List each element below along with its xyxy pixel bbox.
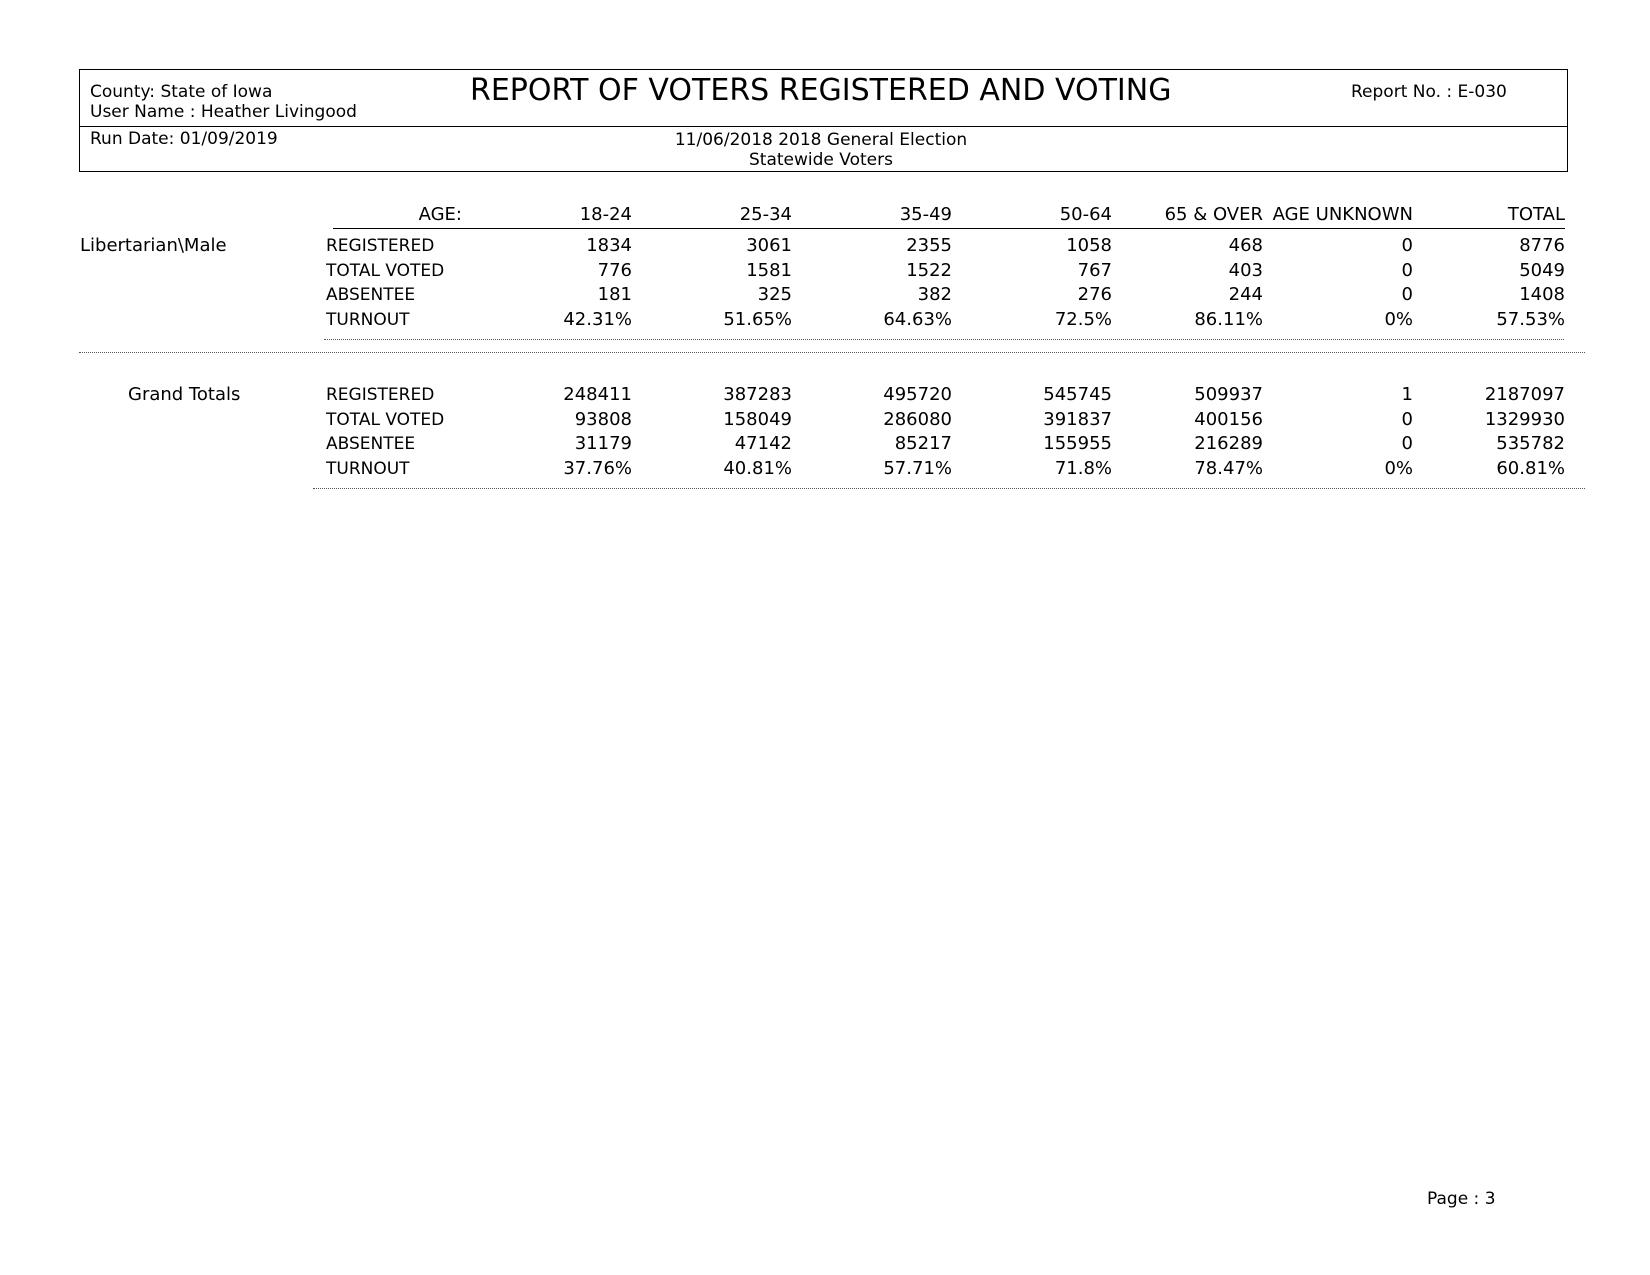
voters-scope: Statewide Voters xyxy=(749,150,893,170)
table-cell: 0 xyxy=(1401,259,1413,281)
table-cell: 1 xyxy=(1401,384,1413,405)
section-separator xyxy=(79,352,1585,353)
table-cell: 382 xyxy=(917,284,952,305)
table-cell: 400156 xyxy=(1194,408,1263,430)
table-cell: 0 xyxy=(1401,433,1413,454)
table-cell: 85217 xyxy=(894,433,952,454)
column-header: 50-64 xyxy=(1059,204,1112,225)
table-cell: 2187097 xyxy=(1484,384,1565,405)
table-cell: 1581 xyxy=(746,259,792,281)
table-cell: 57.71% xyxy=(883,457,952,479)
table-cell: 286080 xyxy=(883,408,952,430)
table-cell: 37.76% xyxy=(563,457,632,479)
row-label: TURNOUT xyxy=(326,458,410,474)
header-divider xyxy=(80,126,1567,127)
table-cell: 776 xyxy=(597,259,632,281)
table-cell: 1329930 xyxy=(1484,408,1565,430)
table-cell: 325 xyxy=(757,284,792,305)
column-header: 35-49 xyxy=(899,204,952,225)
table-cell: 158049 xyxy=(723,408,792,430)
row-label: REGISTERED xyxy=(326,236,435,251)
table-cell: 0 xyxy=(1401,235,1413,256)
section-underline-2 xyxy=(313,488,1585,489)
table-cell: 71.8% xyxy=(1054,457,1112,479)
table-cell: 64.63% xyxy=(883,308,952,330)
table-cell: 216289 xyxy=(1194,433,1263,454)
table-cell: 1408 xyxy=(1519,284,1565,305)
section-name-grand-totals: Grand Totals xyxy=(128,384,241,401)
table-cell: 1058 xyxy=(1066,235,1112,256)
user-name-label: User Name : Heather Livingood xyxy=(90,102,357,122)
row-label: TURNOUT xyxy=(326,309,410,325)
table-cell: 60.81% xyxy=(1496,457,1565,479)
table-cell: 509937 xyxy=(1194,384,1263,405)
row-label: ABSENTEE xyxy=(326,434,416,449)
table-cell: 155955 xyxy=(1043,433,1112,454)
table-cell: 47142 xyxy=(734,433,792,454)
table-cell: 0 xyxy=(1401,284,1413,305)
column-header: 25-34 xyxy=(739,204,792,225)
table-cell: 2355 xyxy=(906,235,952,256)
table-cell: 535782 xyxy=(1496,433,1565,454)
row-label: REGISTERED xyxy=(326,385,435,400)
column-header: 65 & OVER xyxy=(1164,204,1263,225)
table-cell: 767 xyxy=(1077,259,1112,281)
column-header: TOTAL xyxy=(1507,204,1565,225)
table-cell: 248411 xyxy=(563,384,632,405)
header-underline xyxy=(333,228,1565,229)
page-number: Page : 3 xyxy=(1427,1189,1496,1209)
row-label: TOTAL VOTED xyxy=(326,260,445,276)
table-cell: 5049 xyxy=(1519,259,1565,281)
column-header: 18-24 xyxy=(579,204,632,225)
table-cell: 387283 xyxy=(723,384,792,405)
run-date: Run Date: 01/09/2019 xyxy=(90,129,278,149)
column-header: AGE UNKNOWN xyxy=(1272,204,1413,225)
table-cell: 78.47% xyxy=(1194,457,1263,479)
table-cell: 0% xyxy=(1384,308,1413,330)
table-cell: 42.31% xyxy=(563,308,632,330)
table-cell: 403 xyxy=(1228,259,1263,281)
report-number: Report No. : E-030 xyxy=(1351,82,1507,102)
report-title: REPORT OF VOTERS REGISTERED AND VOTING xyxy=(470,73,1172,108)
table-cell: 72.5% xyxy=(1054,308,1112,330)
table-cell: 1834 xyxy=(586,235,632,256)
age-label: AGE: xyxy=(418,204,462,225)
row-label: TOTAL VOTED xyxy=(326,409,445,425)
table-cell: 1522 xyxy=(906,259,952,281)
table-cell: 86.11% xyxy=(1194,308,1263,330)
table-cell: 8776 xyxy=(1519,235,1565,256)
table-cell: 0% xyxy=(1384,457,1413,479)
table-cell: 57.53% xyxy=(1496,308,1565,330)
table-cell: 244 xyxy=(1228,284,1263,305)
row-label: ABSENTEE xyxy=(326,285,416,300)
table-cell: 40.81% xyxy=(723,457,792,479)
table-cell: 276 xyxy=(1077,284,1112,305)
section-underline-1 xyxy=(324,339,1564,340)
section-name-libertarian-male: Libertarian\Male xyxy=(80,235,227,256)
table-cell: 0 xyxy=(1401,408,1413,430)
table-cell: 51.65% xyxy=(723,308,792,330)
table-cell: 545745 xyxy=(1043,384,1112,405)
table-cell: 181 xyxy=(597,284,632,305)
county-label: County: State of Iowa xyxy=(90,82,273,102)
table-cell: 3061 xyxy=(746,235,792,256)
table-cell: 93808 xyxy=(574,408,632,430)
table-cell: 468 xyxy=(1228,235,1263,256)
table-cell: 31179 xyxy=(574,433,632,454)
table-cell: 495720 xyxy=(883,384,952,405)
election-name: 11/06/2018 2018 General Election xyxy=(674,130,968,150)
table-cell: 391837 xyxy=(1043,408,1112,430)
